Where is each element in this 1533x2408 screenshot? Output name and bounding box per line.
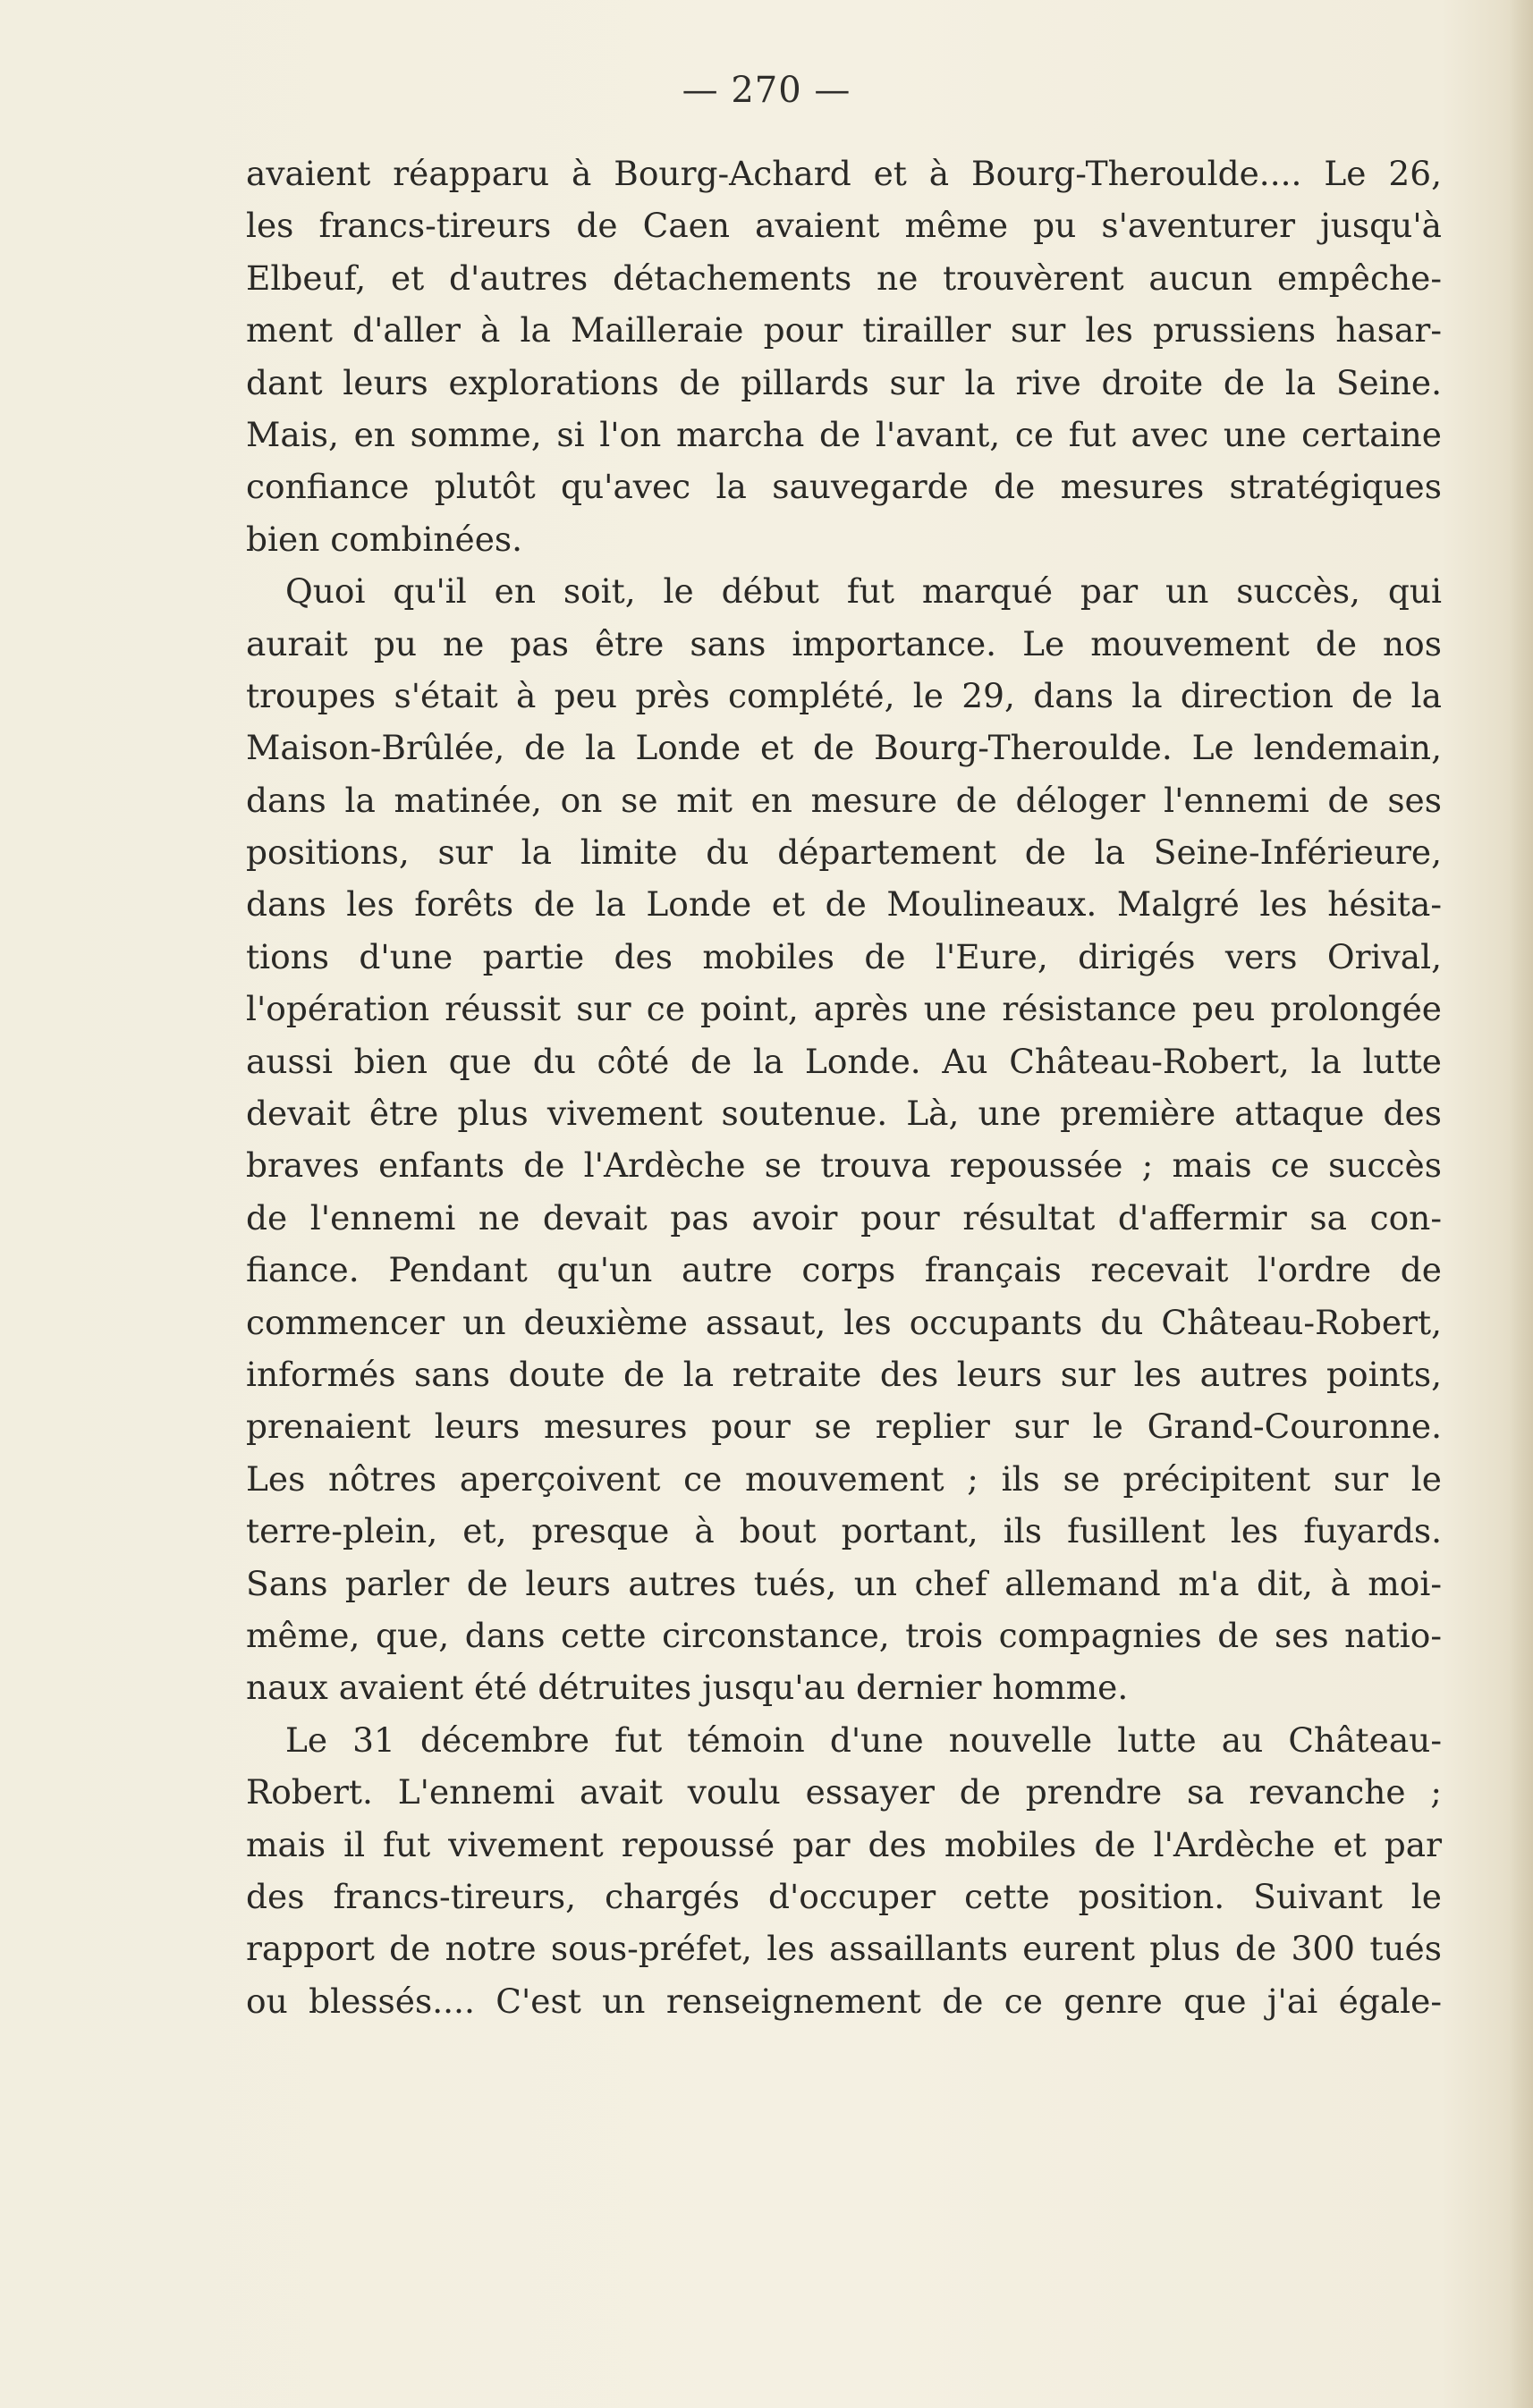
text-line: Maison-Brûlée, de la Londe et de Bourg-Theroulde. Le lendemain,: [246, 728, 1442, 768]
text-line: des francs-tireurs, chargés d'occuper cette position. Suivant le: [246, 1876, 1442, 1916]
text-line: terre-plein, et, presque à bout portant, ils fusillent les fuyards.: [246, 1511, 1442, 1551]
text-line: dans les forêts de la Londe et de Moulineaux. Malgré les hésita-: [246, 884, 1442, 925]
text-line: de l'ennemi ne devait pas avoir pour résultat d'affermir sa con-: [246, 1197, 1442, 1238]
body-text: [246, 148, 1442, 2027]
text-line: naux avaient été détruites jusqu'au dernier homme.: [246, 1668, 1129, 1708]
text-line: Mais, en somme, si l'on marcha de l'avant, ce fut avec une certaine: [246, 414, 1442, 454]
text-line: ou blessés.... C'est un renseignement de ce genre que j'ai égale-: [246, 1981, 1442, 2021]
text-line: braves enfants de l'Ardèche se trouva repoussée ; mais ce succès: [246, 1145, 1442, 1186]
text-line: même, que, dans cette circonstance, trois compagnies de ses natio-: [246, 1615, 1442, 1655]
text-line: Elbeuf, et d'autres détachements ne trouvèrent aucun empêche-: [246, 258, 1442, 298]
text-line: Le 31 décembre fut témoin d'une nouvelle lutte au Château-: [285, 1719, 1442, 1760]
text-line: devait être plus vivement soutenue. Là, une première attaque des: [246, 1094, 1442, 1134]
text-line: Robert. L'ennemi avait voulu essayer de prendre sa revanche ;: [246, 1772, 1442, 1812]
text-line: aurait pu ne pas être sans importance. Le mouvement de nos: [246, 623, 1442, 663]
text-line: rapport de notre sous-préfet, les assaillants eurent plus de 300 tués: [246, 1929, 1442, 1969]
page-number: — 270 —: [682, 70, 851, 111]
text-line: aussi bien que du côté de la Londe. Au Château-Robert, la lutte: [246, 1041, 1442, 1081]
text-line: les francs-tireurs de Caen avaient même pu s'aventurer jusqu'à: [246, 206, 1442, 246]
text-line: mais il fut vivement repoussé par des mobiles de l'Ardèche et par: [246, 1824, 1442, 1864]
text-line: avaient réapparu à Bourg-Achard et à Bourg-Theroulde.... Le 26,: [246, 154, 1442, 193]
text-line: confiance plutôt qu'avec la sauvegarde de mesures stratégiques: [246, 467, 1442, 507]
text-line: fiance. Pendant qu'un autre corps français recevait l'ordre de: [246, 1250, 1442, 1290]
text-line: commencer un deuxième assaut, les occupants du Château-Robert,: [246, 1302, 1442, 1342]
text-line: dant leurs explorations de pillards sur la rive droite de la Seine.: [246, 362, 1442, 402]
text-line: Sans parler de leurs autres tués, un chef allemand m'a dit, à moi-: [246, 1563, 1442, 1603]
text-line: troupes s'était à peu près complété, le 29, dans la direction de la: [246, 675, 1442, 715]
text-line: informés sans doute de la retraite des leurs sur les autres points,: [246, 1354, 1442, 1394]
text-line: prenaient leurs mesures pour se replier sur le Grand-Couronne.: [246, 1407, 1442, 1447]
text-line: Quoi qu'il en soit, le début fut marqué par un succès, qui: [285, 571, 1442, 612]
text-line: tions d'une partie des mobiles de l'Eure, dirigés vers Orival,: [246, 936, 1442, 976]
text-line: l'opération réussit sur ce point, après une résistance peu prolongée: [246, 989, 1442, 1029]
text-line: bien combinées.: [246, 519, 523, 559]
page-edge-shadow: [1510, 0, 1533, 2408]
text-line: ment d'aller à la Mailleraie pour tirailler sur les prussiens hasar-: [246, 310, 1442, 351]
text-line: Les nôtres aperçoivent ce mouvement ; ils se précipitent sur le: [246, 1458, 1442, 1499]
text-line: positions, sur la limite du département de la Seine-Inférieure,: [246, 832, 1442, 873]
text-line: dans la matinée, on se mit en mesure de déloger l'ennemi de ses: [246, 780, 1442, 820]
